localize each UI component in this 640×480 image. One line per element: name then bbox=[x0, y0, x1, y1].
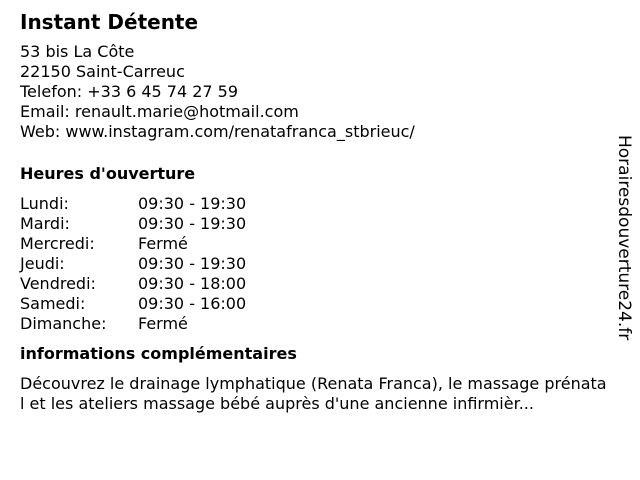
hours-day: Samedi: bbox=[20, 294, 86, 313]
additional-info-heading: informations complémentaires bbox=[20, 344, 297, 363]
hours-row-friday bbox=[20, 274, 610, 294]
hours-time: 09:30 - 18:00 bbox=[138, 274, 247, 293]
opening-hours-list bbox=[20, 194, 610, 334]
hours-row-thursday bbox=[20, 254, 610, 274]
address-line-1: 53 bis La Côte bbox=[20, 42, 135, 61]
hours-day: Mercredi: bbox=[20, 234, 95, 253]
hours-row-tuesday bbox=[20, 214, 610, 234]
hours-row-saturday bbox=[20, 294, 610, 314]
hours-time: 09:30 - 19:30 bbox=[138, 194, 247, 213]
phone-line: Telefon: +33 6 45 74 27 59 bbox=[20, 82, 239, 101]
additional-info-text: Découvrez le drainage lymphatique (Renata Franca), le massage prénatal et les ateliers massage bébé auprès d'une ancienne infirmièr... bbox=[20, 374, 607, 413]
opening-hours-heading: Heures d'ouverture bbox=[20, 164, 196, 183]
hours-day: Dimanche: bbox=[20, 314, 107, 333]
site-watermark: Horairesdouverture24.fr bbox=[614, 135, 634, 341]
hours-row-sunday bbox=[20, 314, 610, 334]
hours-time: Fermé bbox=[138, 234, 188, 253]
hours-day: Mardi: bbox=[20, 214, 70, 233]
hours-time: 09:30 - 19:30 bbox=[138, 214, 247, 233]
hours-time: 09:30 - 19:30 bbox=[138, 254, 247, 273]
hours-day: Lundi: bbox=[20, 194, 69, 213]
web-line: Web: www.instagram.com/renatafranca_stbrieuc/ bbox=[20, 122, 415, 141]
hours-row-wednesday bbox=[20, 234, 610, 254]
hours-time: 09:30 - 16:00 bbox=[138, 294, 247, 313]
hours-time: Fermé bbox=[138, 314, 188, 333]
hours-day: Jeudi: bbox=[20, 254, 65, 273]
hours-row-monday bbox=[20, 194, 610, 214]
business-name: Instant Détente bbox=[20, 10, 199, 34]
email-line: Email: renault.marie@hotmail.com bbox=[20, 102, 299, 121]
hours-day: Vendredi: bbox=[20, 274, 96, 293]
address-line-2: 22150 Saint-Carreuc bbox=[20, 62, 185, 81]
business-card bbox=[20, 10, 610, 414]
